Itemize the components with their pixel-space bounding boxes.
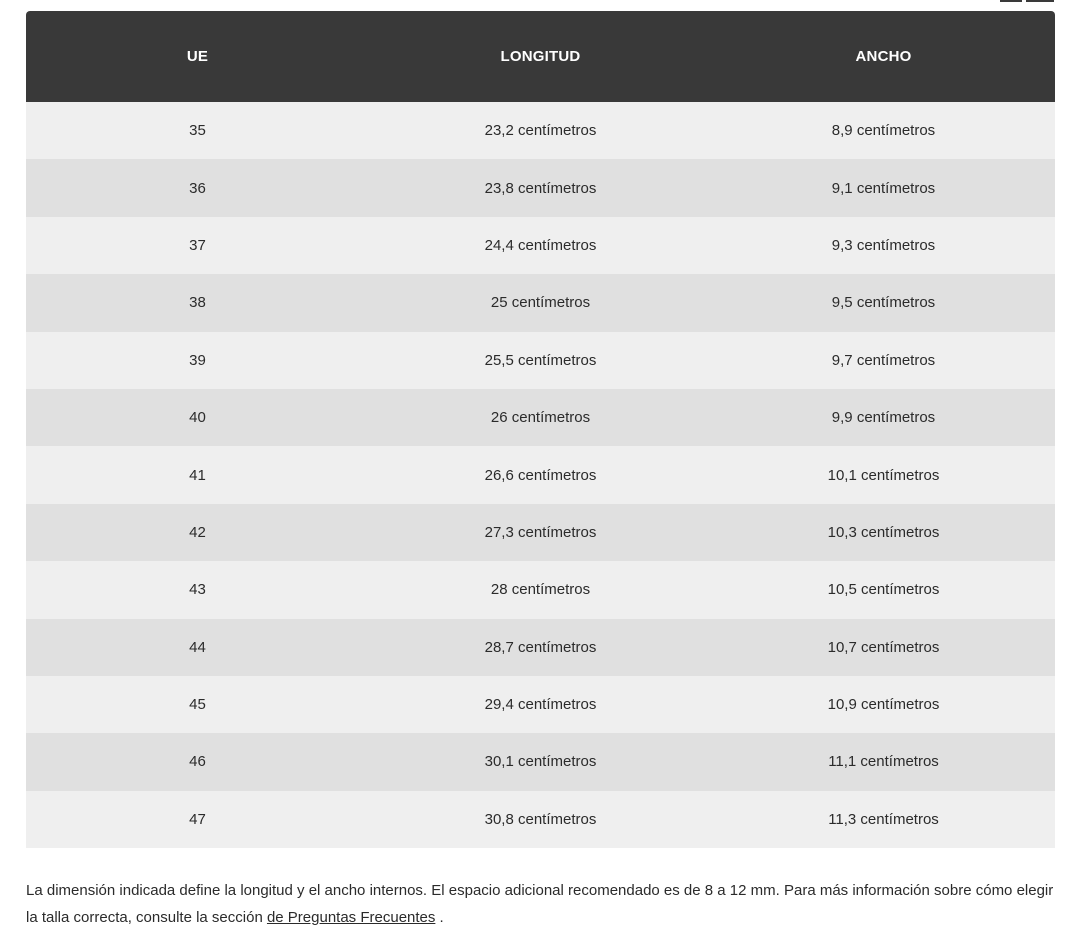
table-row [26, 389, 1055, 446]
cell-longitud: 26 centímetros [490, 409, 591, 427]
cell-longitud: 27,3 centímetros [484, 523, 597, 541]
cell-ancho: 10,9 centímetros [827, 696, 940, 714]
cell-longitud: 28,7 centímetros [484, 638, 597, 656]
table-row [26, 217, 1055, 274]
column-header-ue: UE [186, 48, 209, 65]
top-edge-fragment [990, 0, 1054, 3]
size-note-text: La dimensión indicada define la longitud y el ancho internos. El espacio adicional recomendado es de 8 a 12 mm. Para más información sobre cómo elegir la talla correcta, consulte la sección [26, 882, 1054, 926]
cell-ancho: 11,3 centímetros [828, 810, 939, 828]
cell-ancho: 10,3 centímetros [827, 523, 940, 541]
table-row [26, 791, 1055, 848]
table-row [26, 733, 1055, 790]
table-row [26, 332, 1055, 389]
size-note-end: . [435, 909, 444, 926]
cell-ancho: 9,7 centímetros [831, 351, 936, 369]
cell-ancho: 10,7 centímetros [827, 638, 940, 656]
cell-longitud: 30,1 centímetros [484, 753, 597, 771]
cell-longitud: 28 centímetros [490, 581, 591, 599]
cell-ue: 43 [189, 581, 206, 599]
cell-ue: 47 [189, 810, 206, 828]
table-row [26, 504, 1055, 561]
table-row [26, 102, 1055, 159]
top-edge-line [1026, 0, 1054, 2]
cell-ue: 38 [189, 294, 206, 312]
cell-longitud: 25 centímetros [490, 294, 591, 312]
cell-ancho: 9,1 centímetros [831, 179, 936, 197]
cell-ancho: 10,1 centímetros [827, 466, 940, 484]
cell-longitud: 29,4 centímetros [484, 696, 597, 714]
size-table-container [26, 11, 1055, 848]
table-row [26, 274, 1055, 331]
cell-ue: 35 [189, 122, 206, 140]
cell-ue: 37 [189, 236, 206, 254]
cell-longitud: 23,2 centímetros [484, 122, 597, 140]
cell-ancho: 9,9 centímetros [831, 409, 936, 427]
table-row [26, 561, 1055, 618]
faq-link[interactable]: de Preguntas Frecuentes [266, 909, 436, 926]
top-edge-line [1000, 0, 1022, 2]
cell-longitud: 30,8 centímetros [484, 810, 597, 828]
table-row [26, 676, 1055, 733]
cell-ue: 36 [189, 179, 206, 197]
cell-ancho: 10,5 centímetros [827, 581, 940, 599]
cell-ue: 46 [189, 753, 206, 771]
cell-ue: 39 [189, 351, 206, 369]
cell-ue: 40 [189, 409, 206, 427]
cell-ancho: 8,9 centímetros [831, 122, 936, 140]
cell-longitud: 25,5 centímetros [484, 351, 597, 369]
size-table-header [26, 11, 1055, 102]
cell-ue: 41 [189, 466, 206, 484]
table-row [26, 159, 1055, 216]
cell-ue: 42 [189, 523, 206, 541]
cell-ue: 44 [189, 638, 206, 656]
column-header-longitud: LONGITUD [500, 48, 581, 65]
cell-longitud: 26,6 centímetros [484, 466, 597, 484]
cell-longitud: 23,8 centímetros [484, 179, 597, 197]
cell-ancho: 9,3 centímetros [831, 236, 936, 254]
table-row [26, 619, 1055, 676]
cell-ancho: 9,5 centímetros [831, 294, 936, 312]
size-note [26, 877, 1058, 931]
column-header-ancho: ANCHO [855, 48, 912, 65]
size-table-body [26, 102, 1055, 848]
size-table [26, 11, 1055, 848]
size-table-header-row [26, 11, 1055, 102]
cell-ue: 45 [189, 696, 206, 714]
cell-longitud: 24,4 centímetros [484, 236, 597, 254]
cell-ancho: 11,1 centímetros [828, 753, 939, 771]
table-row [26, 446, 1055, 503]
